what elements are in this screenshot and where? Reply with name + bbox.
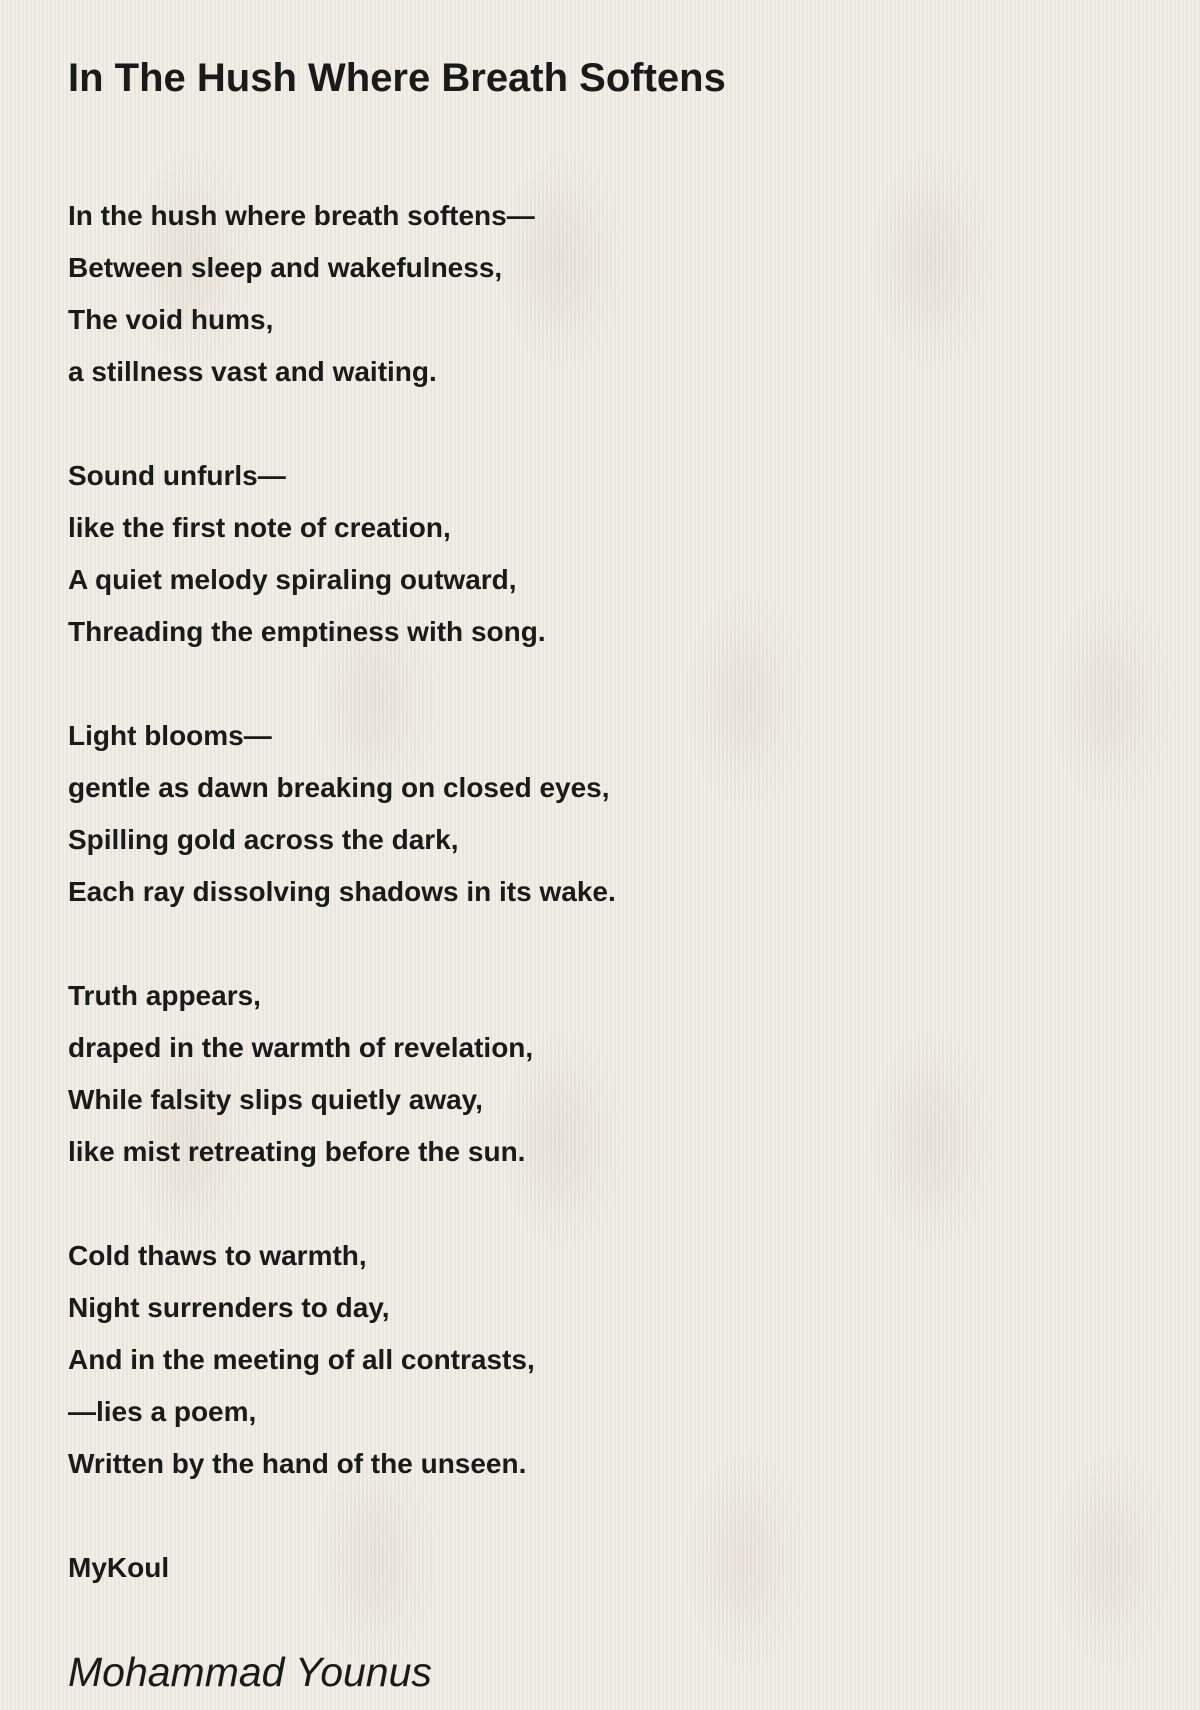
poem-line: Cold thaws to warmth, (68, 1240, 367, 1271)
poem-line: And in the meeting of all contrasts, (68, 1344, 535, 1375)
poem-signature: MyKoul (68, 1552, 170, 1583)
poem-line: Light blooms— (68, 720, 272, 751)
poem-line: Sound unfurls— (68, 460, 286, 491)
poem-line: The void hums, (68, 304, 274, 335)
poem-line: Spilling gold across the dark, (68, 824, 459, 855)
poem-line: A quiet melody spiraling outward, (68, 564, 517, 595)
poem-line: like the first note of creation, (68, 512, 451, 543)
author-name: Mohammad Younus (68, 1649, 432, 1695)
poem-title: In The Hush Where Breath Softens (68, 56, 726, 100)
poem-line: Truth appears, (68, 980, 261, 1011)
poem-line: While falsity slips quietly away, (68, 1084, 483, 1115)
poem-line: Night surrenders to day, (68, 1292, 390, 1323)
stanza (68, 450, 1148, 658)
poem-line: Written by the hand of the unseen. (68, 1448, 527, 1479)
poem-line: like mist retreating before the sun. (68, 1136, 526, 1167)
poem-body (68, 190, 1148, 1594)
poem-line: Threading the emptiness with song. (68, 616, 546, 647)
stanza (68, 970, 1148, 1178)
poem-line: gentle as dawn breaking on closed eyes, (68, 772, 610, 803)
stanza (68, 1230, 1148, 1490)
poem-line: draped in the warmth of revelation, (68, 1032, 534, 1063)
poem-line: —lies a poem, (68, 1396, 257, 1427)
poem-line: Between sleep and wakefulness, (68, 252, 503, 283)
poem-page (68, 48, 1148, 1702)
poem-line: a stillness vast and waiting. (68, 356, 437, 387)
poem-line: In the hush where breath softens— (68, 200, 535, 231)
poem-line: Each ray dissolving shadows in its wake. (68, 876, 616, 907)
stanza (68, 710, 1148, 918)
stanza (68, 190, 1148, 398)
